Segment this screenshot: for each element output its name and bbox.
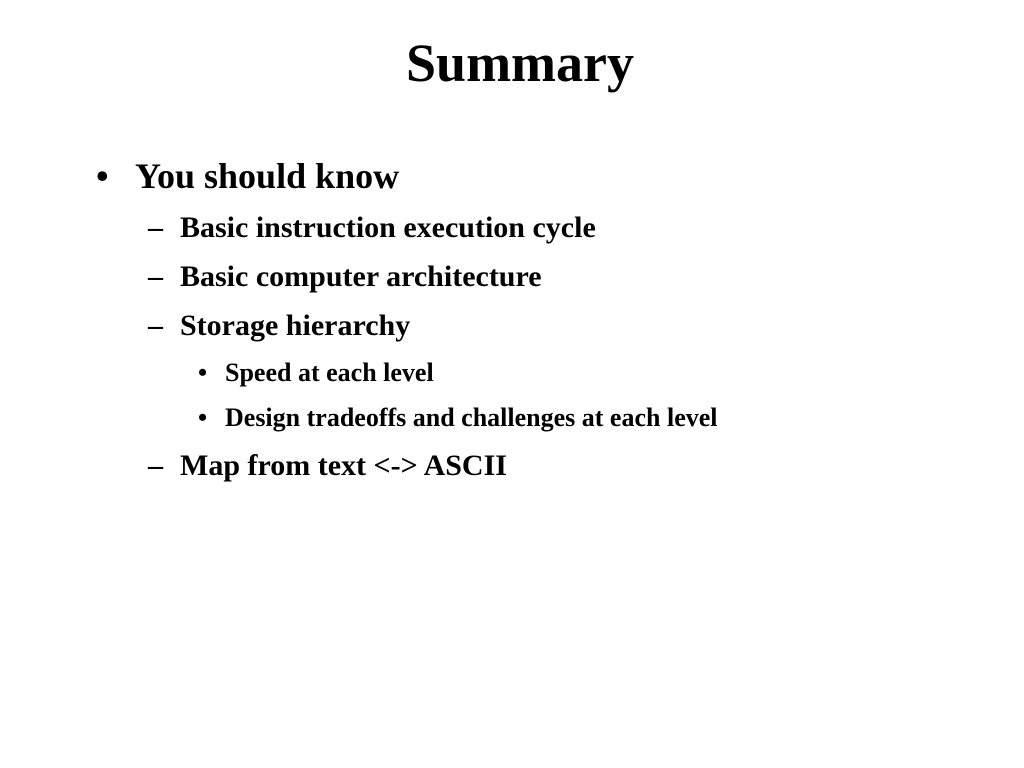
sub-item: Map from text <-> ASCII: [180, 449, 507, 482]
bullet-item: You should know: [135, 156, 400, 196]
sub-item: Storage hierarchy: [180, 309, 411, 342]
sub-sub-item: Speed at each level: [225, 358, 434, 387]
dash-marker: –: [148, 211, 163, 244]
bullet-marker: •: [96, 156, 109, 196]
sub-bullet-marker: •: [198, 403, 208, 432]
dash-marker: –: [148, 260, 163, 293]
sub-bullet-marker: •: [198, 358, 208, 387]
sub-sub-item: Design tradeoffs and challenges at each level: [225, 403, 718, 432]
slide-title: Summary: [406, 33, 634, 93]
dash-marker: –: [148, 309, 163, 342]
sub-item: Basic computer architecture: [180, 260, 542, 293]
dash-marker: –: [148, 449, 163, 482]
sub-item: Basic instruction execution cycle: [180, 211, 596, 244]
